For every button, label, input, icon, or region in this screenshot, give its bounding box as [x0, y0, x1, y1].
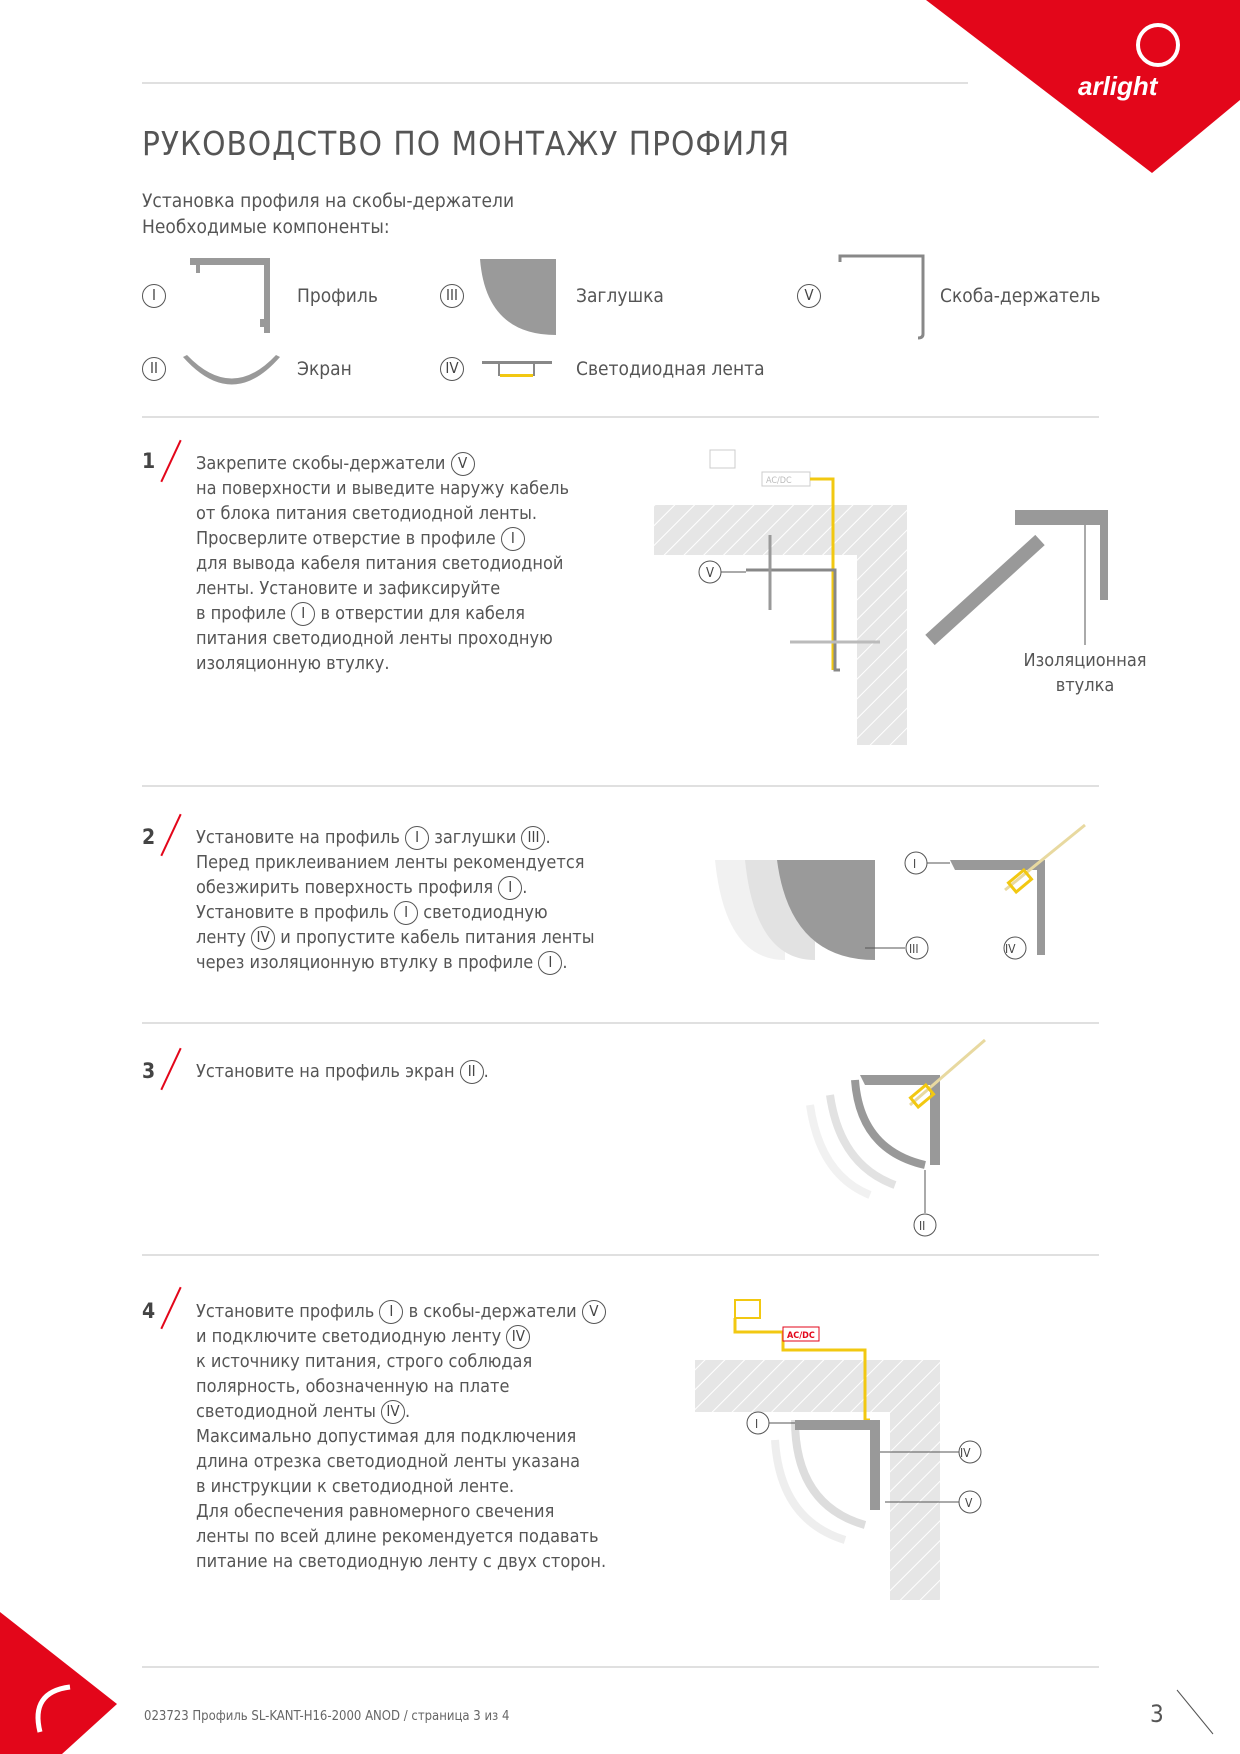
svg-text:arlight: arlight: [1078, 71, 1158, 101]
step-text: Перед приклеиванием ленты рекомендуется: [196, 852, 585, 873]
step-1-text: [196, 451, 569, 676]
step-text: Установите профиль: [196, 1301, 380, 1322]
component-ref-badge: I: [538, 951, 562, 975]
component-ref-badge: I: [291, 602, 315, 626]
step-line: [196, 526, 569, 551]
step-line: [196, 1549, 606, 1574]
step-text: длина отрезка светодиодной ленты указана: [196, 1451, 581, 1472]
subtitle: Установка профиля на скобы-держатели: [142, 190, 515, 212]
profile-icon: [188, 255, 273, 335]
step-line: [196, 850, 595, 875]
footer-text: 023723 Профиль SL-KANT-H16-2000 ANOD / страница 3 из 4: [144, 1709, 510, 1724]
step-text: и подключите светодиодную ленту: [196, 1326, 507, 1347]
component-ref-badge: II: [460, 1060, 484, 1084]
svg-text:AC/DC: AC/DC: [787, 1331, 815, 1341]
step-line: [196, 1299, 606, 1324]
step-text: в инструкции к светодиодной ленте.: [196, 1476, 515, 1497]
svg-text:I: I: [913, 857, 917, 871]
component-IV: IV: [440, 357, 464, 381]
divider: [142, 82, 968, 84]
step-line: [196, 476, 569, 501]
component-V: V: [797, 284, 821, 308]
page-title: РУКОВОДСТВО ПО МОНТАЖУ ПРОФИЛЯ: [142, 124, 791, 163]
step-text: Установите на профиль: [196, 827, 406, 848]
step-text: питания светодиодной ленты проходную: [196, 628, 553, 649]
step-line: [196, 651, 569, 676]
step-line: [196, 551, 569, 576]
mounting-bracket-icon: [838, 252, 928, 342]
component-ref-badge: IV: [381, 1400, 405, 1424]
step-text: заглушки: [429, 827, 522, 848]
step-text: питание на светодиодную ленту с двух сторон.: [196, 1551, 607, 1572]
led-strip-icon: [480, 358, 555, 383]
step-line: [196, 1399, 606, 1424]
step-text: для вывода кабеля питания светодиодной: [196, 553, 564, 574]
svg-text:III: III: [909, 942, 919, 956]
step-text: светодиодной ленты: [196, 1401, 382, 1422]
step-number: 2: [142, 825, 156, 849]
step-line: [196, 1424, 606, 1449]
step-4-text: [196, 1299, 606, 1574]
components-heading: Необходимые компоненты:: [142, 216, 390, 238]
component-ref-badge: I: [501, 527, 525, 551]
step-text: .: [562, 952, 568, 973]
step-number: 1: [142, 449, 156, 473]
step-line: [196, 825, 595, 850]
step-line: [196, 900, 595, 925]
component-ref-badge: I: [498, 876, 522, 900]
step-text: светодиодную: [418, 902, 548, 923]
component-I: I: [142, 284, 166, 308]
step-text: в отверстии для кабеля: [315, 603, 525, 624]
step-text: в профиле: [196, 603, 292, 624]
component-ref-badge: I: [405, 826, 429, 850]
step-4-illustration: [695, 1290, 995, 1610]
step-text: Установите в профиль: [196, 902, 395, 923]
step-text: изоляционную втулку.: [196, 653, 390, 674]
svg-text:AC/DC: AC/DC: [766, 476, 792, 486]
component-II: II: [142, 357, 166, 381]
screen-icon: [180, 352, 285, 392]
step-2-text: [196, 825, 595, 975]
component-label: Скоба-держатель: [940, 285, 1101, 307]
component-ref-badge: IV: [251, 926, 275, 950]
step-text: в скобы-держатели: [403, 1301, 582, 1322]
divider: [142, 1022, 1099, 1024]
step-text: Для обеспечения равномерного свечения: [196, 1501, 555, 1522]
step-text: полярность, обозначенную на плате: [196, 1376, 510, 1397]
svg-text:II: II: [919, 1219, 926, 1233]
step-line: [196, 1449, 606, 1474]
divider: [142, 785, 1099, 787]
step-line: [196, 875, 595, 900]
step-3-illustration: [800, 1035, 1000, 1245]
step-text: к источнику питания, строго соблюдая: [196, 1351, 533, 1372]
step-line: [196, 626, 569, 651]
component-ref-badge: V: [451, 452, 475, 476]
page-number: 3: [1150, 1700, 1164, 1728]
step-text: .: [545, 827, 551, 848]
step-1-illustration: [650, 430, 1170, 760]
component-label: Светодиодная лента: [576, 358, 765, 380]
step-text: Максимально допустимая для подключения: [196, 1426, 577, 1447]
step-line: [196, 1349, 606, 1374]
step-line: [196, 451, 569, 476]
component-label: Экран: [297, 358, 352, 380]
step-number: 4: [142, 1299, 156, 1323]
svg-text:IV: IV: [1005, 942, 1016, 956]
svg-text:Изоляционная: Изоляционная: [1023, 650, 1147, 671]
svg-text:IV: IV: [960, 1446, 971, 1460]
step-line: [196, 1059, 489, 1084]
step-text: ленту: [196, 927, 252, 948]
step-text: Установите на профиль экран: [196, 1061, 460, 1082]
step-line: [196, 576, 569, 601]
step-line: [196, 1474, 606, 1499]
component-III: III: [440, 284, 464, 308]
step-2-illustration: [715, 820, 1095, 970]
step-text: и пропустите кабель питания ленты: [275, 927, 595, 948]
component-ref-badge: IV: [506, 1325, 530, 1349]
step-text: ленты по всей длине рекомендуется подавать: [196, 1526, 599, 1547]
divider: [142, 1254, 1099, 1256]
step-text: на поверхности и выведите наружу кабель: [196, 478, 570, 499]
end-cap-icon: [478, 257, 558, 337]
brand-mark-icon: [0, 1612, 120, 1754]
step-text: от блока питания светодиодной ленты.: [196, 503, 538, 524]
step-line: [196, 1324, 606, 1349]
step-text: через изоляционную втулку в профиле: [196, 952, 539, 973]
step-text: Просверлите отверстие в профиле: [196, 528, 501, 549]
divider: [142, 416, 1099, 418]
step-3-text: [196, 1059, 489, 1084]
step-line: [196, 1374, 606, 1399]
divider: [142, 1666, 1099, 1668]
component-label: Профиль: [297, 285, 378, 307]
component-ref-badge: I: [394, 901, 418, 925]
step-text: .: [522, 877, 528, 898]
step-text: .: [483, 1061, 489, 1082]
step-text: ленты. Установите и зафиксируйте: [196, 578, 501, 599]
step-line: [196, 1499, 606, 1524]
step-text: обезжирить поверхность профиля: [196, 877, 499, 898]
step-line: [196, 501, 569, 526]
step-line: [196, 925, 595, 950]
step-number: 3: [142, 1059, 156, 1083]
step-text: .: [405, 1401, 411, 1422]
step-text: Закрепите скобы-держатели: [196, 453, 451, 474]
svg-text:V: V: [706, 566, 714, 581]
svg-text:I: I: [755, 1417, 759, 1431]
page-corner-line: [1175, 1688, 1215, 1738]
svg-text:втулка: втулка: [1055, 675, 1115, 696]
component-ref-badge: III: [521, 826, 545, 850]
brand-logo: [920, 0, 1240, 180]
step-line: [196, 1524, 606, 1549]
step-line: [196, 950, 595, 975]
component-ref-badge: I: [379, 1300, 403, 1324]
step-line: [196, 601, 569, 626]
component-ref-badge: V: [582, 1300, 606, 1324]
svg-text:V: V: [965, 1496, 973, 1510]
component-label: Заглушка: [576, 285, 664, 307]
